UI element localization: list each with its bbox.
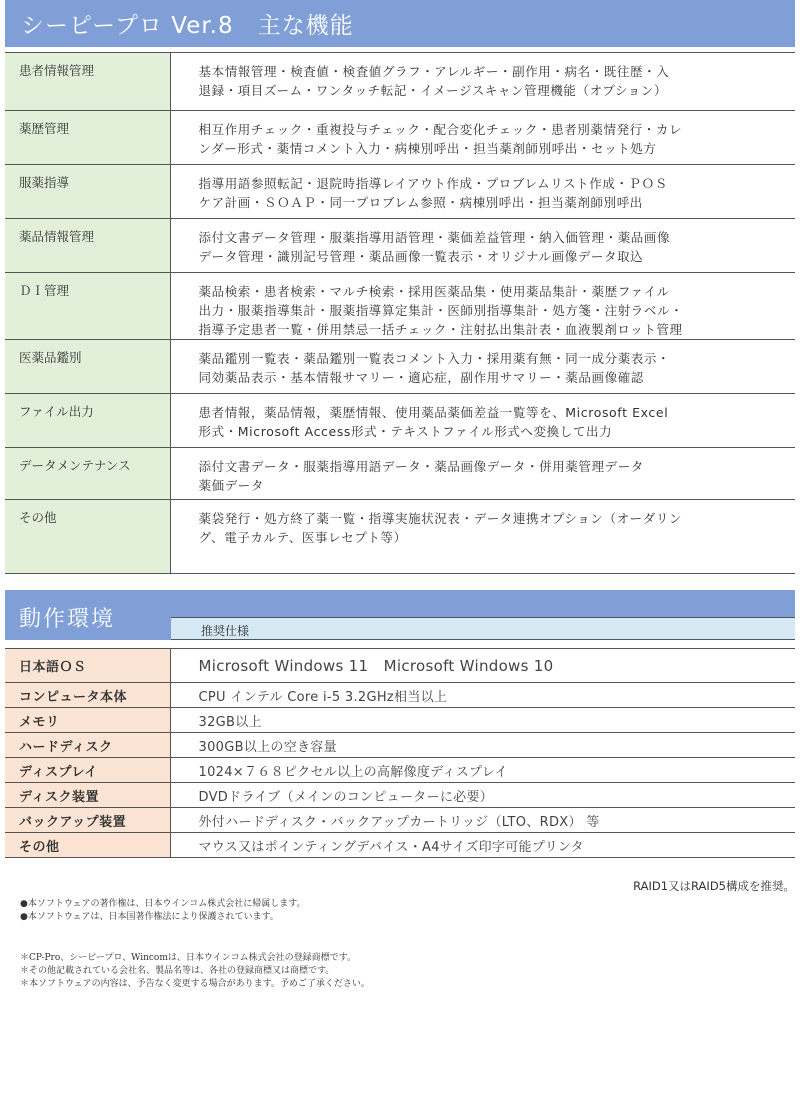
- environment-row: [5, 783, 795, 808]
- environment-title: 動作環境: [5, 590, 171, 640]
- environment-value: マウス又はポインティングデバイス・A4サイズ印字可能プリンタ: [170, 833, 795, 858]
- page-title: シーピープロ Ver.8 主な機能: [21, 13, 354, 39]
- environment-row: [5, 683, 795, 708]
- trademark-notes: [20, 952, 370, 991]
- environment-header: [5, 590, 795, 640]
- feature-row: [5, 340, 795, 394]
- feature-label: 薬品情報管理: [5, 219, 170, 273]
- feature-row: [5, 165, 795, 219]
- description-line: 薬品検索・患者検索・マルチ検索・採用医薬品集・使用薬品集計・薬歴ファイル: [198, 284, 670, 299]
- description-line: 形式・Microsoft Access形式・テキストファイル形式へ変換して出力: [198, 424, 613, 439]
- feature-description: [170, 111, 795, 165]
- environment-row: [5, 649, 795, 683]
- feature-row: [5, 219, 795, 273]
- feature-description: [170, 53, 795, 111]
- feature-row: [5, 273, 795, 340]
- feature-row: [5, 53, 795, 111]
- feature-description: [170, 448, 795, 500]
- environment-value: 32GB以上: [170, 708, 795, 733]
- trademark-line: ＊その他記載されている会社名、製品名等は、各社の登録商標又は商標です。: [20, 966, 335, 976]
- trademark-line: ＊CP-Pro、シーピープロ、Wincomは、日本ウインコム株式会社の登録商標です。: [20, 953, 356, 963]
- copyright-notes: [20, 898, 306, 924]
- description-line: 同効薬品表示・基本情報サマリー・適応症，副作用サマリー・薬品画像確認: [198, 370, 644, 385]
- feature-row: [5, 111, 795, 165]
- environment-value: 300GB以上の空き容量: [170, 733, 795, 758]
- features-table: [5, 52, 795, 574]
- environment-label: その他: [5, 833, 170, 858]
- note-line: ●本ソフトウェアの著作権は、日本ウインコム株式会社に帰属します。: [20, 899, 306, 909]
- environment-row: [5, 733, 795, 758]
- description-line: グ、電子カルテ、医事レセプト等）: [198, 530, 407, 545]
- environment-table: [5, 648, 795, 858]
- feature-label: 服薬指導: [5, 165, 170, 219]
- spec-header: 推奨仕様: [171, 617, 795, 640]
- description-line: 退録・項目ズーム・ワンタッチ転記・イメージスキャン管理機能（オプション）: [198, 83, 668, 98]
- environment-label: コンピュータ本体: [5, 683, 170, 708]
- feature-description: [170, 273, 795, 340]
- environment-label: メモリ: [5, 708, 170, 733]
- feature-label: ＤＩ管理: [5, 273, 170, 340]
- description-line: 薬価データ: [198, 478, 265, 493]
- description-line: 出力・服薬指導集計・服薬指導算定集計・医師別指導集計・処方箋・注射ラベル・: [198, 303, 684, 318]
- environment-value: DVDドライブ（メインのコンピューターに必要）: [170, 783, 795, 808]
- environment-value: Microsoft Windows 11 Microsoft Windows 10: [170, 649, 795, 683]
- description-line: 指導用語参照転記・退院時指導レイアウト作成・プロブレムリスト作成・ＰＯＳ: [198, 176, 668, 191]
- environment-value: 外付ハードディスク・バックアップカートリッジ（LTO、RDX） 等: [170, 808, 795, 833]
- environment-row: [5, 808, 795, 833]
- description-line: 薬品鑑別一覧表・薬品鑑別一覧表コメント入力・採用薬有無・同一成分薬表示・: [198, 351, 671, 366]
- description-line: 指導予定患者一覧・併用禁忌一括チェック・注射払出集計表・血液製剤ロット管理: [198, 322, 683, 337]
- feature-label: その他: [5, 500, 170, 574]
- environment-label: バックアップ装置: [5, 808, 170, 833]
- description-line: 添付文書データ管理・服薬指導用語管理・薬価差益管理・納入価管理・薬品画像: [198, 230, 671, 245]
- description-line: 添付文書データ・服薬指導用語データ・薬品画像データ・併用薬管理データ: [198, 459, 644, 474]
- description-line: データ管理・識別記号管理・薬品画像一覧表示・オリジナル画像データ取込: [198, 249, 644, 264]
- feature-label: 薬歴管理: [5, 111, 170, 165]
- feature-label: 患者情報管理: [5, 53, 170, 111]
- description-line: 基本情報管理・検査値・検査値グラフ・アレルギー・副作用・病名・既往歴・入: [198, 64, 670, 79]
- feature-description: [170, 340, 795, 394]
- feature-row: [5, 394, 795, 448]
- feature-label: ファイル出力: [5, 394, 170, 448]
- environment-label: ディスプレイ: [5, 758, 170, 783]
- feature-row: [5, 448, 795, 500]
- description-line: ンダー形式・薬情コメント入力・病棟別呼出・担当薬剤師別呼出・セット処方: [198, 141, 657, 156]
- raid-note: RAID1又はRAID5構成を推奨。: [633, 879, 795, 893]
- feature-description: [170, 394, 795, 448]
- feature-description: [170, 219, 795, 273]
- environment-row: [5, 833, 795, 858]
- feature-label: データメンテナンス: [5, 448, 170, 500]
- feature-row: [5, 500, 795, 574]
- description-line: 相互作用チェック・重複投与チェック・配合変化チェック・患者別薬情発行・カレ: [198, 122, 683, 137]
- feature-description: [170, 165, 795, 219]
- environment-label: 日本語ＯＳ: [5, 649, 170, 683]
- feature-description: [170, 500, 795, 574]
- header-banner: [5, 0, 795, 47]
- description-line: ケア計画・ＳＯＡＰ・同一プロブレム参照・病棟別呼出・担当薬剤師別呼出: [198, 195, 643, 210]
- description-line: 患者情報，薬品情報，薬歴情報、使用薬品薬価差益一覧等を、Microsoft Excel: [198, 405, 669, 420]
- environment-value: CPU インテル Core i-5 3.2GHz相当以上: [170, 683, 795, 708]
- description-line: 薬袋発行・処方終了薬一覧・指導実施状況表・データ連携オプション（オーダリン: [198, 511, 683, 526]
- environment-label: ハードディスク: [5, 733, 170, 758]
- trademark-line: ＊本ソフトウェアの内容は、予告なく変更する場合があります。予めご了承ください。: [20, 979, 370, 989]
- environment-row: [5, 758, 795, 783]
- feature-label: 医薬品鑑別: [5, 340, 170, 394]
- note-line: ●本ソフトウェアは、日本国著作権法により保護されています。: [20, 912, 279, 922]
- environment-row: [5, 708, 795, 733]
- environment-label: ディスク装置: [5, 783, 170, 808]
- environment-value: 1024×７６８ピクセル以上の高解像度ディスプレイ: [170, 758, 795, 783]
